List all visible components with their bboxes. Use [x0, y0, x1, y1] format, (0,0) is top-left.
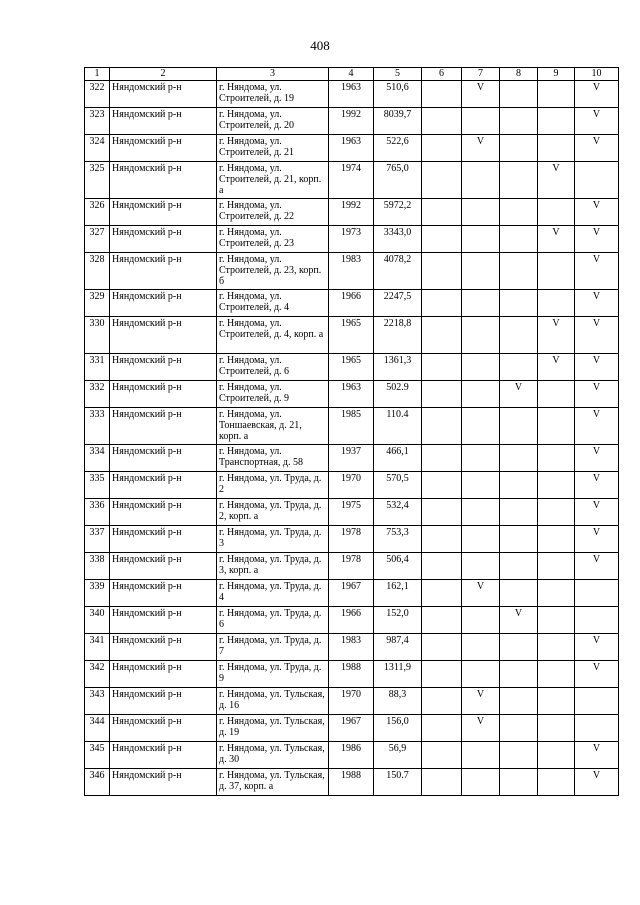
mark-col-8: [500, 526, 538, 553]
build-year: 1970: [329, 688, 374, 715]
mark-col-7: [462, 499, 500, 526]
mark-col-9: [538, 408, 575, 445]
mark-col-9: [538, 253, 575, 290]
mark-col-6: [422, 408, 462, 445]
district-name: Няндомский р-н: [110, 408, 217, 445]
mark-col-9: [538, 769, 575, 796]
mark-col-8: [500, 354, 538, 381]
mark-col-9: [538, 445, 575, 472]
mark-col-9: [538, 290, 575, 317]
mark-col-7: [462, 769, 500, 796]
floor-area: 502.9: [374, 381, 422, 408]
district-name: Няндомский р-н: [110, 661, 217, 688]
floor-area: 110.4: [374, 408, 422, 445]
building-address: г. Няндома, ул. Тульская, д. 16: [217, 688, 329, 715]
mark-col-9: [538, 607, 575, 634]
mark-col-9: [538, 526, 575, 553]
mark-col-10: V: [575, 408, 619, 445]
building-address: г. Няндома, ул. Строителей, д. 19: [217, 81, 329, 108]
mark-col-6: [422, 553, 462, 580]
mark-col-6: [422, 253, 462, 290]
mark-col-10: V: [575, 769, 619, 796]
row-number: 330: [85, 317, 110, 354]
mark-col-7: V: [462, 135, 500, 162]
table-row: [85, 354, 619, 381]
row-number: 324: [85, 135, 110, 162]
mark-col-9: [538, 742, 575, 769]
column-header-7: 7: [462, 68, 500, 81]
table-row: [85, 445, 619, 472]
mark-col-7: [462, 253, 500, 290]
page-number: 408: [310, 38, 330, 53]
column-header-5: 5: [374, 68, 422, 81]
row-number: 326: [85, 199, 110, 226]
mark-col-7: V: [462, 580, 500, 607]
row-number: 329: [85, 290, 110, 317]
mark-col-9: V: [538, 317, 575, 354]
row-number: 328: [85, 253, 110, 290]
table-row: [85, 381, 619, 408]
floor-area: 1361,3: [374, 354, 422, 381]
row-number: 331: [85, 354, 110, 381]
table-row: [85, 472, 619, 499]
build-year: 1983: [329, 253, 374, 290]
table-row: [85, 108, 619, 135]
row-number: 344: [85, 715, 110, 742]
mark-col-9: V: [538, 162, 575, 199]
building-address: г. Няндома, ул. Строителей, д. 4: [217, 290, 329, 317]
table-row: [85, 317, 619, 354]
floor-area: 4078,2: [374, 253, 422, 290]
build-year: 1963: [329, 381, 374, 408]
building-address: г. Няндома, ул. Строителей, д. 23: [217, 226, 329, 253]
table-row: [85, 526, 619, 553]
mark-col-10: V: [575, 199, 619, 226]
mark-col-7: [462, 226, 500, 253]
column-header-4: 4: [329, 68, 374, 81]
mark-col-10: V: [575, 472, 619, 499]
floor-area: 5972,2: [374, 199, 422, 226]
mark-col-6: [422, 472, 462, 499]
mark-col-8: [500, 769, 538, 796]
mark-col-7: [462, 526, 500, 553]
mark-col-6: [422, 742, 462, 769]
build-year: 1937: [329, 445, 374, 472]
mark-col-7: V: [462, 715, 500, 742]
row-number: 322: [85, 81, 110, 108]
mark-col-7: [462, 553, 500, 580]
row-number: 335: [85, 472, 110, 499]
building-address: г. Няндома, ул. Строителей, д. 21, корп. а: [217, 162, 329, 199]
column-header-10: 10: [575, 68, 619, 81]
mark-col-6: [422, 634, 462, 661]
district-name: Няндомский р-н: [110, 135, 217, 162]
mark-col-10: V: [575, 290, 619, 317]
district-name: Няндомский р-н: [110, 499, 217, 526]
floor-area: 88,3: [374, 688, 422, 715]
district-name: Няндомский р-н: [110, 317, 217, 354]
mark-col-9: [538, 381, 575, 408]
mark-col-8: [500, 253, 538, 290]
row-number: 345: [85, 742, 110, 769]
mark-col-8: [500, 81, 538, 108]
row-number: 327: [85, 226, 110, 253]
mark-col-8: [500, 715, 538, 742]
mark-col-10: V: [575, 135, 619, 162]
mark-col-10: V: [575, 499, 619, 526]
building-address: г. Няндома, ул. Тоншаевская, д. 21, корп. а: [217, 408, 329, 445]
row-number: 325: [85, 162, 110, 199]
mark-col-7: [462, 742, 500, 769]
building-address: г. Няндома, ул. Труда, д. 7: [217, 634, 329, 661]
mark-col-8: [500, 634, 538, 661]
build-year: 1978: [329, 526, 374, 553]
mark-col-9: V: [538, 226, 575, 253]
district-name: Няндомский р-н: [110, 199, 217, 226]
mark-col-10: V: [575, 381, 619, 408]
mark-col-6: [422, 769, 462, 796]
row-number: 336: [85, 499, 110, 526]
build-year: 1965: [329, 317, 374, 354]
build-year: 1986: [329, 742, 374, 769]
mark-col-8: [500, 226, 538, 253]
district-name: Няндомский р-н: [110, 553, 217, 580]
district-name: Няндомский р-н: [110, 226, 217, 253]
floor-area: 532,4: [374, 499, 422, 526]
row-number: 340: [85, 607, 110, 634]
mark-col-6: [422, 381, 462, 408]
mark-col-8: [500, 661, 538, 688]
mark-col-7: [462, 108, 500, 135]
mark-col-8: [500, 408, 538, 445]
building-address: г. Няндома, ул. Труда, д. 4: [217, 580, 329, 607]
mark-col-10: V: [575, 445, 619, 472]
district-name: Няндомский р-н: [110, 354, 217, 381]
mark-col-6: [422, 661, 462, 688]
mark-col-8: [500, 688, 538, 715]
row-number: 342: [85, 661, 110, 688]
table-row: [85, 553, 619, 580]
district-name: Няндомский р-н: [110, 162, 217, 199]
column-header-3: 3: [217, 68, 329, 81]
floor-area: 506,4: [374, 553, 422, 580]
mark-col-7: [462, 162, 500, 199]
building-address: г. Няндома, ул. Труда, д. 2: [217, 472, 329, 499]
district-name: Няндомский р-н: [110, 607, 217, 634]
floor-area: 1311,9: [374, 661, 422, 688]
row-number: 337: [85, 526, 110, 553]
floor-area: 466,1: [374, 445, 422, 472]
mark-col-9: [538, 472, 575, 499]
floor-area: 162,1: [374, 580, 422, 607]
mark-col-7: [462, 607, 500, 634]
building-address: г. Няндома, ул. Труда, д. 6: [217, 607, 329, 634]
build-year: 1965: [329, 354, 374, 381]
building-address: г. Няндома, ул. Строителей, д. 4, корп. а: [217, 317, 329, 354]
mark-col-8: V: [500, 607, 538, 634]
mark-col-7: [462, 381, 500, 408]
mark-col-9: [538, 135, 575, 162]
table-row: [85, 253, 619, 290]
mark-col-9: [538, 688, 575, 715]
mark-col-10: [575, 715, 619, 742]
build-year: 1978: [329, 553, 374, 580]
mark-col-10: V: [575, 553, 619, 580]
building-address: г. Няндома, ул. Тульская, д. 19: [217, 715, 329, 742]
floor-area: 570,5: [374, 472, 422, 499]
district-name: Няндомский р-н: [110, 253, 217, 290]
district-name: Няндомский р-н: [110, 108, 217, 135]
table-row: [85, 661, 619, 688]
district-name: Няндомский р-н: [110, 472, 217, 499]
build-year: 1966: [329, 607, 374, 634]
build-year: 1992: [329, 199, 374, 226]
mark-col-9: [538, 108, 575, 135]
mark-col-7: [462, 317, 500, 354]
building-address: г. Няндома, ул. Строителей, д. 23, корп. б: [217, 253, 329, 290]
table-row: [85, 408, 619, 445]
table-row: [85, 580, 619, 607]
mark-col-7: [462, 661, 500, 688]
mark-col-6: [422, 290, 462, 317]
mark-col-9: V: [538, 354, 575, 381]
mark-col-10: [575, 580, 619, 607]
row-number: 343: [85, 688, 110, 715]
mark-col-10: V: [575, 108, 619, 135]
build-year: 1970: [329, 472, 374, 499]
mark-col-6: [422, 445, 462, 472]
mark-col-10: V: [575, 526, 619, 553]
build-year: 1988: [329, 769, 374, 796]
mark-col-10: [575, 607, 619, 634]
floor-area: 2218,8: [374, 317, 422, 354]
build-year: 1974: [329, 162, 374, 199]
header-row: [85, 68, 619, 81]
mark-col-10: V: [575, 661, 619, 688]
floor-area: 56,9: [374, 742, 422, 769]
mark-col-8: [500, 317, 538, 354]
district-name: Няндомский р-н: [110, 290, 217, 317]
table-row: [85, 81, 619, 108]
table-row: [85, 226, 619, 253]
building-address: г. Няндома, ул. Строителей, д. 6: [217, 354, 329, 381]
building-address: г. Няндома, ул. Строителей, д. 9: [217, 381, 329, 408]
column-header-8: 8: [500, 68, 538, 81]
building-address: г. Няндома, ул. Тульская, д. 37, корп. а: [217, 769, 329, 796]
mark-col-10: V: [575, 253, 619, 290]
build-year: 1963: [329, 81, 374, 108]
table-row: [85, 688, 619, 715]
mark-col-6: [422, 715, 462, 742]
floor-area: 152,0: [374, 607, 422, 634]
mark-col-6: [422, 499, 462, 526]
mark-col-10: V: [575, 634, 619, 661]
floor-area: 156,0: [374, 715, 422, 742]
building-address: г. Няндома, ул. Строителей, д. 22: [217, 199, 329, 226]
build-year: 1967: [329, 580, 374, 607]
table-row: [85, 499, 619, 526]
build-year: 1973: [329, 226, 374, 253]
mark-col-9: [538, 580, 575, 607]
table-row: [85, 742, 619, 769]
district-name: Няндомский р-н: [110, 742, 217, 769]
district-name: Няндомский р-н: [110, 445, 217, 472]
floor-area: 522,6: [374, 135, 422, 162]
floor-area: 510,6: [374, 81, 422, 108]
building-address: г. Няндома, ул. Труда, д. 9: [217, 661, 329, 688]
table-row: [85, 607, 619, 634]
building-address: г. Няндома, ул. Строителей, д. 21: [217, 135, 329, 162]
row-number: 334: [85, 445, 110, 472]
floor-area: 3343,0: [374, 226, 422, 253]
build-year: 1966: [329, 290, 374, 317]
row-number: 332: [85, 381, 110, 408]
table-row: [85, 290, 619, 317]
mark-col-8: [500, 135, 538, 162]
mark-col-7: [462, 354, 500, 381]
mark-col-7: V: [462, 688, 500, 715]
mark-col-6: [422, 199, 462, 226]
mark-col-8: [500, 108, 538, 135]
floor-area: 8039,7: [374, 108, 422, 135]
build-year: 1975: [329, 499, 374, 526]
building-address: г. Няндома, ул. Труда, д. 3, корп. а: [217, 553, 329, 580]
build-year: 1988: [329, 661, 374, 688]
mark-col-10: V: [575, 81, 619, 108]
building-address: г. Няндома, ул. Строителей, д. 20: [217, 108, 329, 135]
row-number: 323: [85, 108, 110, 135]
building-address: г. Няндома, ул. Труда, д. 3: [217, 526, 329, 553]
row-number: 333: [85, 408, 110, 445]
mark-col-6: [422, 688, 462, 715]
mark-col-10: V: [575, 742, 619, 769]
mark-col-6: [422, 607, 462, 634]
building-address: г. Няндома, ул. Тульская, д. 30: [217, 742, 329, 769]
district-name: Няндомский р-н: [110, 769, 217, 796]
mark-col-8: [500, 499, 538, 526]
mark-col-9: [538, 81, 575, 108]
mark-col-6: [422, 162, 462, 199]
floor-area: 753,3: [374, 526, 422, 553]
building-address: г. Няндома, ул. Транспортная, д. 58: [217, 445, 329, 472]
mark-col-7: [462, 290, 500, 317]
column-header-2: 2: [110, 68, 217, 81]
column-header-1: 1: [85, 68, 110, 81]
row-number: 341: [85, 634, 110, 661]
table-row: [85, 715, 619, 742]
mark-col-6: [422, 317, 462, 354]
mark-col-6: [422, 226, 462, 253]
table-row: [85, 162, 619, 199]
floor-area: 765,0: [374, 162, 422, 199]
mark-col-8: [500, 162, 538, 199]
row-number: 339: [85, 580, 110, 607]
build-year: 1963: [329, 135, 374, 162]
mark-col-7: [462, 634, 500, 661]
district-name: Няндомский р-н: [110, 715, 217, 742]
mark-col-10: V: [575, 354, 619, 381]
table-row: [85, 199, 619, 226]
floor-area: 2247,5: [374, 290, 422, 317]
mark-col-6: [422, 135, 462, 162]
mark-col-6: [422, 354, 462, 381]
mark-col-9: [538, 553, 575, 580]
district-name: Няндомский р-н: [110, 688, 217, 715]
column-header-6: 6: [422, 68, 462, 81]
mark-col-6: [422, 81, 462, 108]
mark-col-9: [538, 634, 575, 661]
district-name: Няндомский р-н: [110, 526, 217, 553]
mark-col-9: [538, 499, 575, 526]
mark-col-7: [462, 408, 500, 445]
mark-col-9: [538, 661, 575, 688]
mark-col-8: [500, 580, 538, 607]
mark-col-9: [538, 715, 575, 742]
mark-col-8: [500, 742, 538, 769]
mark-col-10: V: [575, 226, 619, 253]
mark-col-7: [462, 199, 500, 226]
mark-col-9: [538, 199, 575, 226]
mark-col-7: [462, 445, 500, 472]
mark-col-10: V: [575, 317, 619, 354]
table-row: [85, 135, 619, 162]
build-year: 1967: [329, 715, 374, 742]
row-number: 346: [85, 769, 110, 796]
mark-col-7: V: [462, 81, 500, 108]
housing-table: [84, 67, 619, 796]
build-year: 1985: [329, 408, 374, 445]
table-row: [85, 769, 619, 796]
row-number: 338: [85, 553, 110, 580]
mark-col-10: [575, 162, 619, 199]
district-name: Няндомский р-н: [110, 381, 217, 408]
mark-col-8: [500, 472, 538, 499]
district-name: Няндомский р-н: [110, 580, 217, 607]
floor-area: 150.7: [374, 769, 422, 796]
mark-col-7: [462, 472, 500, 499]
mark-col-6: [422, 108, 462, 135]
mark-col-8: V: [500, 381, 538, 408]
mark-col-6: [422, 580, 462, 607]
mark-col-8: [500, 445, 538, 472]
column-header-9: 9: [538, 68, 575, 81]
mark-col-8: [500, 553, 538, 580]
build-year: 1992: [329, 108, 374, 135]
build-year: 1983: [329, 634, 374, 661]
mark-col-6: [422, 526, 462, 553]
mark-col-8: [500, 290, 538, 317]
floor-area: 987,4: [374, 634, 422, 661]
table-row: [85, 634, 619, 661]
mark-col-8: [500, 199, 538, 226]
mark-col-10: [575, 688, 619, 715]
building-address: г. Няндома, ул. Труда, д. 2, корп. а: [217, 499, 329, 526]
district-name: Няндомский р-н: [110, 634, 217, 661]
district-name: Няндомский р-н: [110, 81, 217, 108]
